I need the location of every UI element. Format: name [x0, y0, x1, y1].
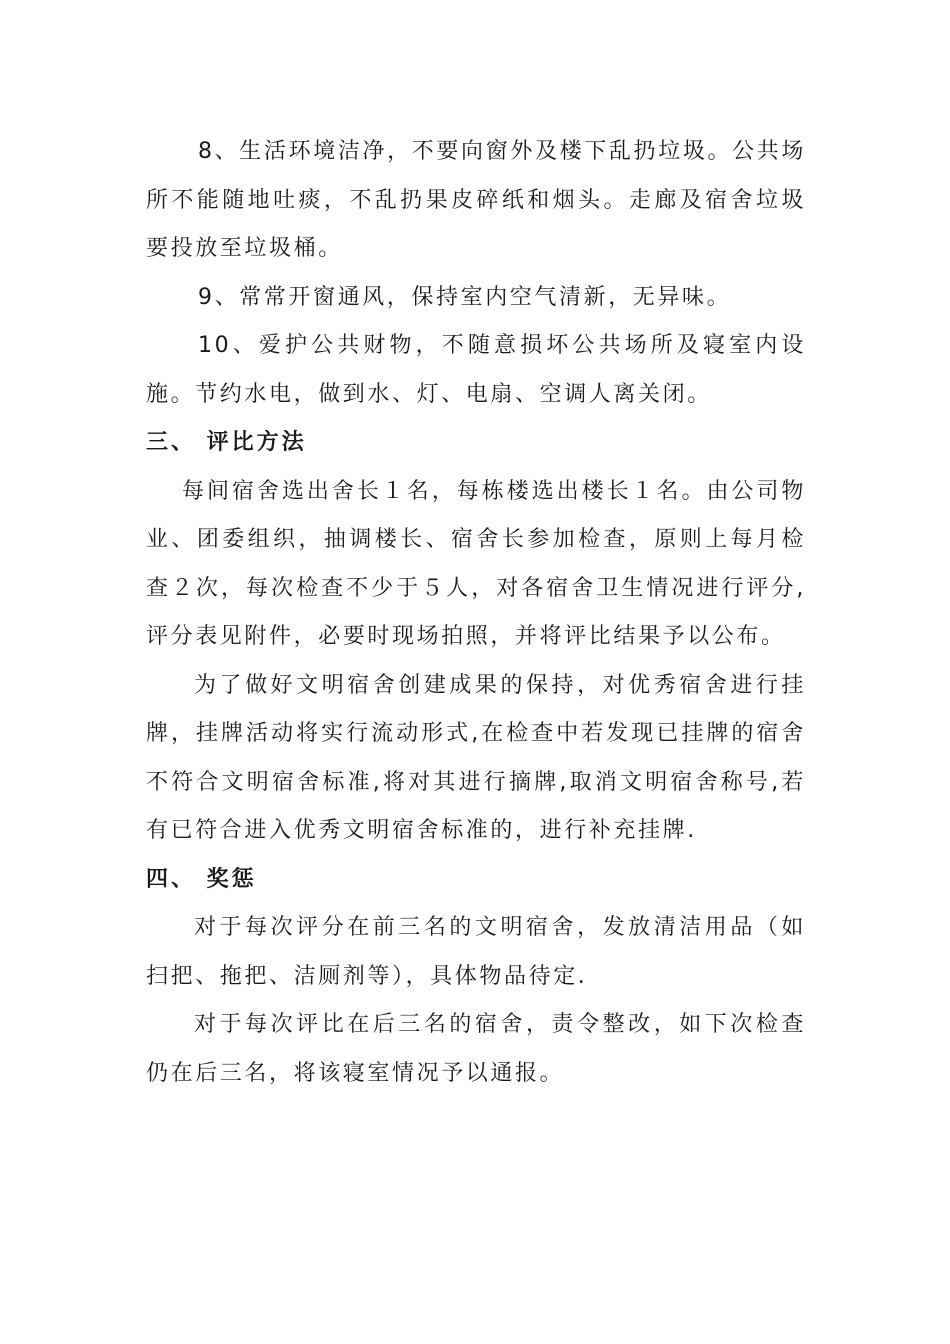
section-4-paragraph-1: 对于每次评分在前三名的文明宿舍，发放清洁用品（如扫把、拖把、洁厕剂等），具体物品待定.	[146, 915, 806, 989]
rule-8-paragraph: 8、生活环境洁净，不要向窗外及楼下乱扔垃圾。公共场所不能随地吐痰，不乱扔果皮碎纸和烟头。走廊及宿舍垃圾要投放至垃圾桶。	[146, 139, 806, 261]
section-3-heading: 三、 评比方法	[146, 430, 307, 455]
document-body	[146, 128, 806, 1098]
section-4-heading: 四、 奖惩	[146, 866, 257, 892]
section-4-paragraph-2: 对于每次评比在后三名的宿舍，责令整改，如下次检查仍在后三名，将该寝室情况予以通报。	[146, 1012, 806, 1086]
section-3-paragraph-2: 为了做好文明宿舍创建成果的保持，对优秀宿舍进行挂牌，挂牌活动将实行流动形式,在检查中若发现已挂牌的宿舍不符合文明宿舍标准,将对其进行摘牌,取消文明宿舍称号,若有已符合进入优秀文明宿舍标准的，进行补充挂牌.	[146, 672, 806, 843]
section-3-paragraph-1: 每间宿舍选出舍长１名，每栋楼选出楼长１名。由公司物业、团委组织，抽调楼长、宿舍长参加检查，原则上每月检查２次，每次检查不少于５人，对各宿舍卫生情况进行评分,评分表见附件，必要时现场拍照，并将评比结果予以公布。	[146, 478, 806, 649]
rule-9-paragraph: 9、常常开窗通风，保持室内空气清新，无异味。	[198, 284, 732, 310]
rule-10-paragraph: 10、爱护公共财物，不随意损坏公共场所及寝室内设施。节约水电，做到水、灯、电扇、空调人离关闭。	[146, 333, 806, 407]
